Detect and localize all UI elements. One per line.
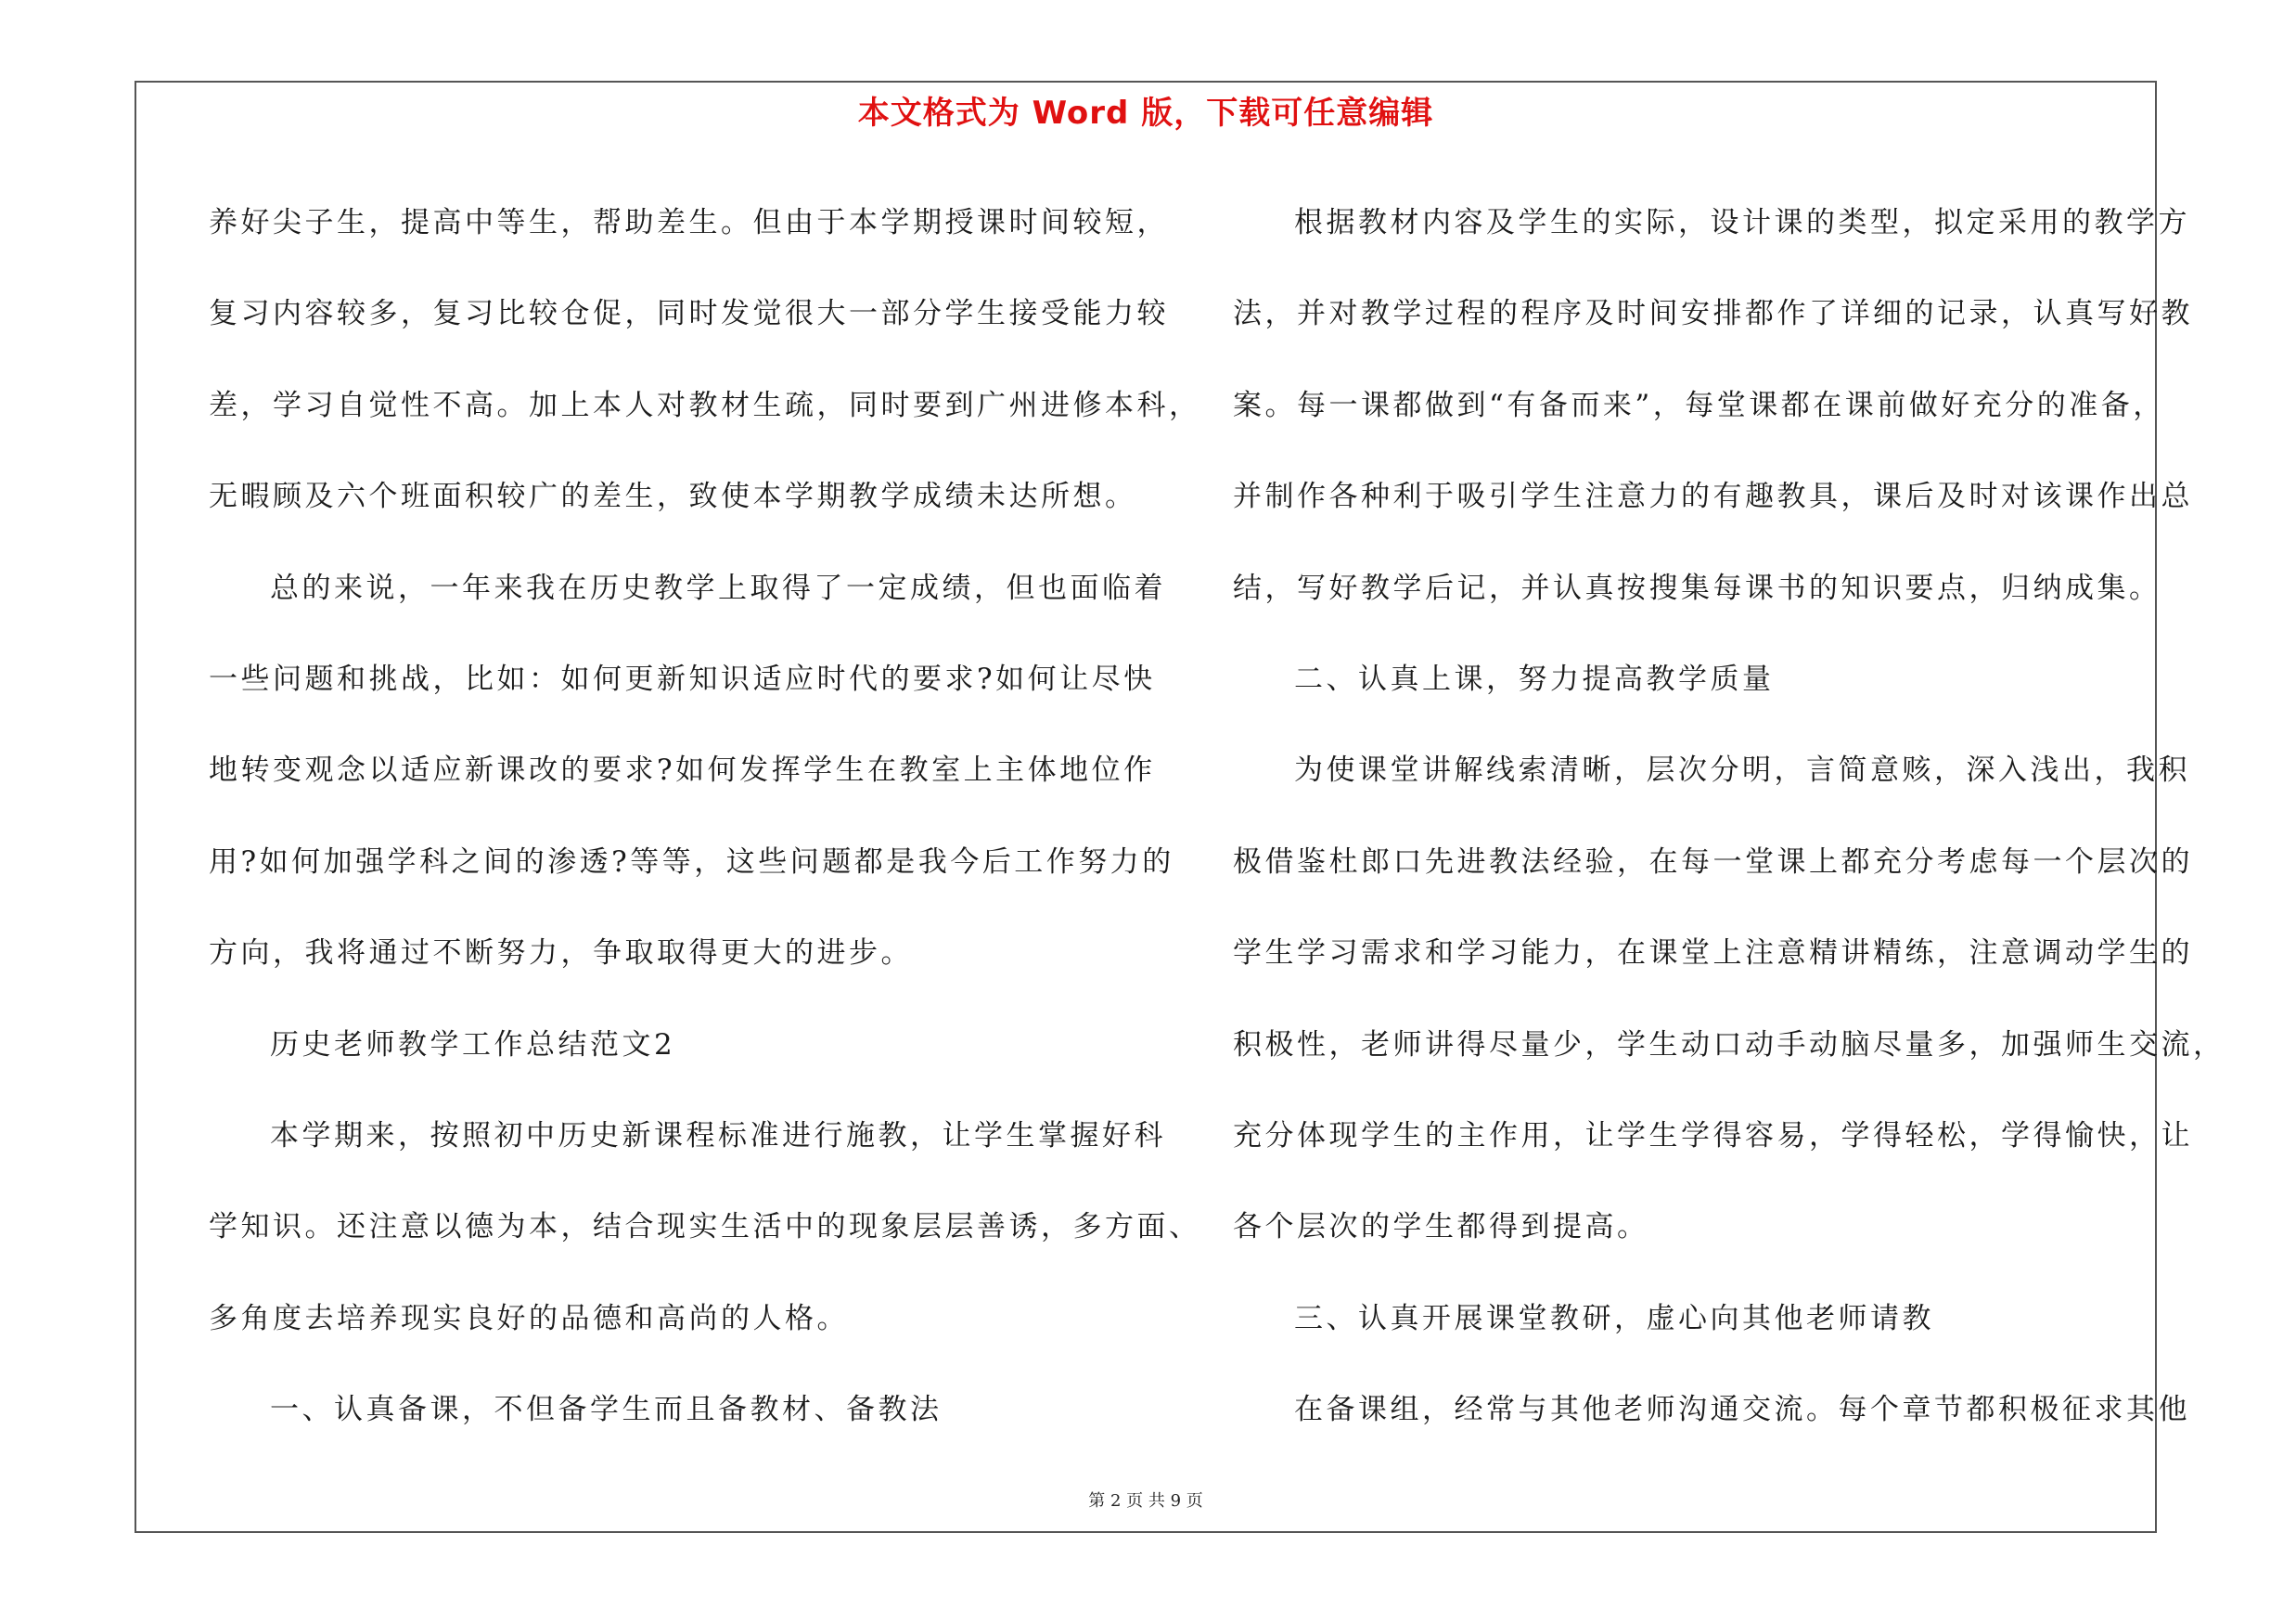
text-line: 养好尖子生，提高中等生，帮助差生。但由于本学期授课时间较短， xyxy=(209,206,1169,239)
text-line: 用?如何加强学科之间的渗透?等等，这些问题都是我今后工作努力的 xyxy=(209,844,1174,879)
page-frame xyxy=(135,81,2225,1533)
text-line: 地转变观念以适应新课改的要求?如何发挥学生在教室上主体地位作 xyxy=(209,754,1156,788)
paragraph-start-line: 根据教材内容及学生的实际，设计课的类型，拟定采用的教学方 xyxy=(1294,206,2190,239)
page-number: 第 2 页 共 9 页 xyxy=(1088,1491,1203,1511)
paragraph-start-line: 总的来说，一年来我在历史教学上取得了一定成绩，但也面临着 xyxy=(270,571,1166,605)
text-line: 充分体现学生的主作用，让学生学得容易，学得轻松，学得愉快，让 xyxy=(1233,1118,2193,1153)
text-line: 多角度去培养现实良好的品德和高尚的人格。 xyxy=(209,1301,849,1335)
paragraph-start-line: 为使课堂讲解线索清晰，层次分明，言简意赅，深入浅出，我积 xyxy=(1294,754,2190,788)
format-notice-banner: 本文格式为 Word 版，下载可任意编辑 xyxy=(857,95,1434,132)
left-text-column xyxy=(209,177,1201,1455)
section-heading: 二、认真上课，努力提高教学质量 xyxy=(1294,662,1775,696)
section-heading: 三、认真开展课堂教研，虚心向其他老师请教 xyxy=(1294,1301,1934,1335)
right-text-column xyxy=(1233,177,2225,1455)
section-title: 历史老师教学工作总结范文2 xyxy=(270,1027,676,1062)
text-line: 结，写好教学后记，并认真按搜集每课书的知识要点，归纳成集。 xyxy=(1233,571,2161,605)
text-line: 差，学习自觉性不高。加上本人对教材生疏，同时要到广州进修本科， xyxy=(209,388,1201,422)
text-line: 一些问题和挑战，比如：如何更新知识适应时代的要求?如何让尽快 xyxy=(209,662,1156,696)
text-line: 无暇顾及六个班面积较广的差生，致使本学期教学成绩未达所想。 xyxy=(209,480,1137,514)
paragraph-start-line: 在备课组，经常与其他老师沟通交流。每个章节都积极征求其他 xyxy=(1294,1393,2190,1427)
text-line: 方向，我将通过不断努力，争取取得更大的进步。 xyxy=(209,936,913,971)
text-line: 复习内容较多，复习比较仓促，同时发觉很大一部分学生接受能力较 xyxy=(209,297,1169,331)
paragraph-start-line: 本学期来，按照初中历史新课程标准进行施教，让学生掌握好科 xyxy=(270,1118,1166,1153)
text-line: 积极性，老师讲得尽量少，学生动口动手动脑尽量多，加强师生交流， xyxy=(1233,1027,2225,1062)
text-line: 学知识。还注意以德为本，结合现实生活中的现象层层善诱，多方面、 xyxy=(209,1210,1201,1244)
section-heading: 一、认真备课，不但备学生而且备教材、备教法 xyxy=(270,1393,943,1427)
text-line: 案。每一课都做到“有备而来”，每堂课都在课前做好充分的准备， xyxy=(1233,388,2165,422)
text-line: 法，并对教学过程的程序及时间安排都作了详细的记录，认真写好教 xyxy=(1233,297,2193,331)
text-line: 学生学习需求和学习能力，在课堂上注意精讲精练，注意调动学生的 xyxy=(1233,936,2193,971)
text-line: 各个层次的学生都得到提高。 xyxy=(1233,1210,1649,1244)
text-line: 并制作各种利于吸引学生注意力的有趣教具，课后及时对该课作出总 xyxy=(1233,480,2193,514)
text-line: 极借鉴杜郎口先进教法经验，在每一堂课上都充分考虑每一个层次的 xyxy=(1233,844,2193,879)
